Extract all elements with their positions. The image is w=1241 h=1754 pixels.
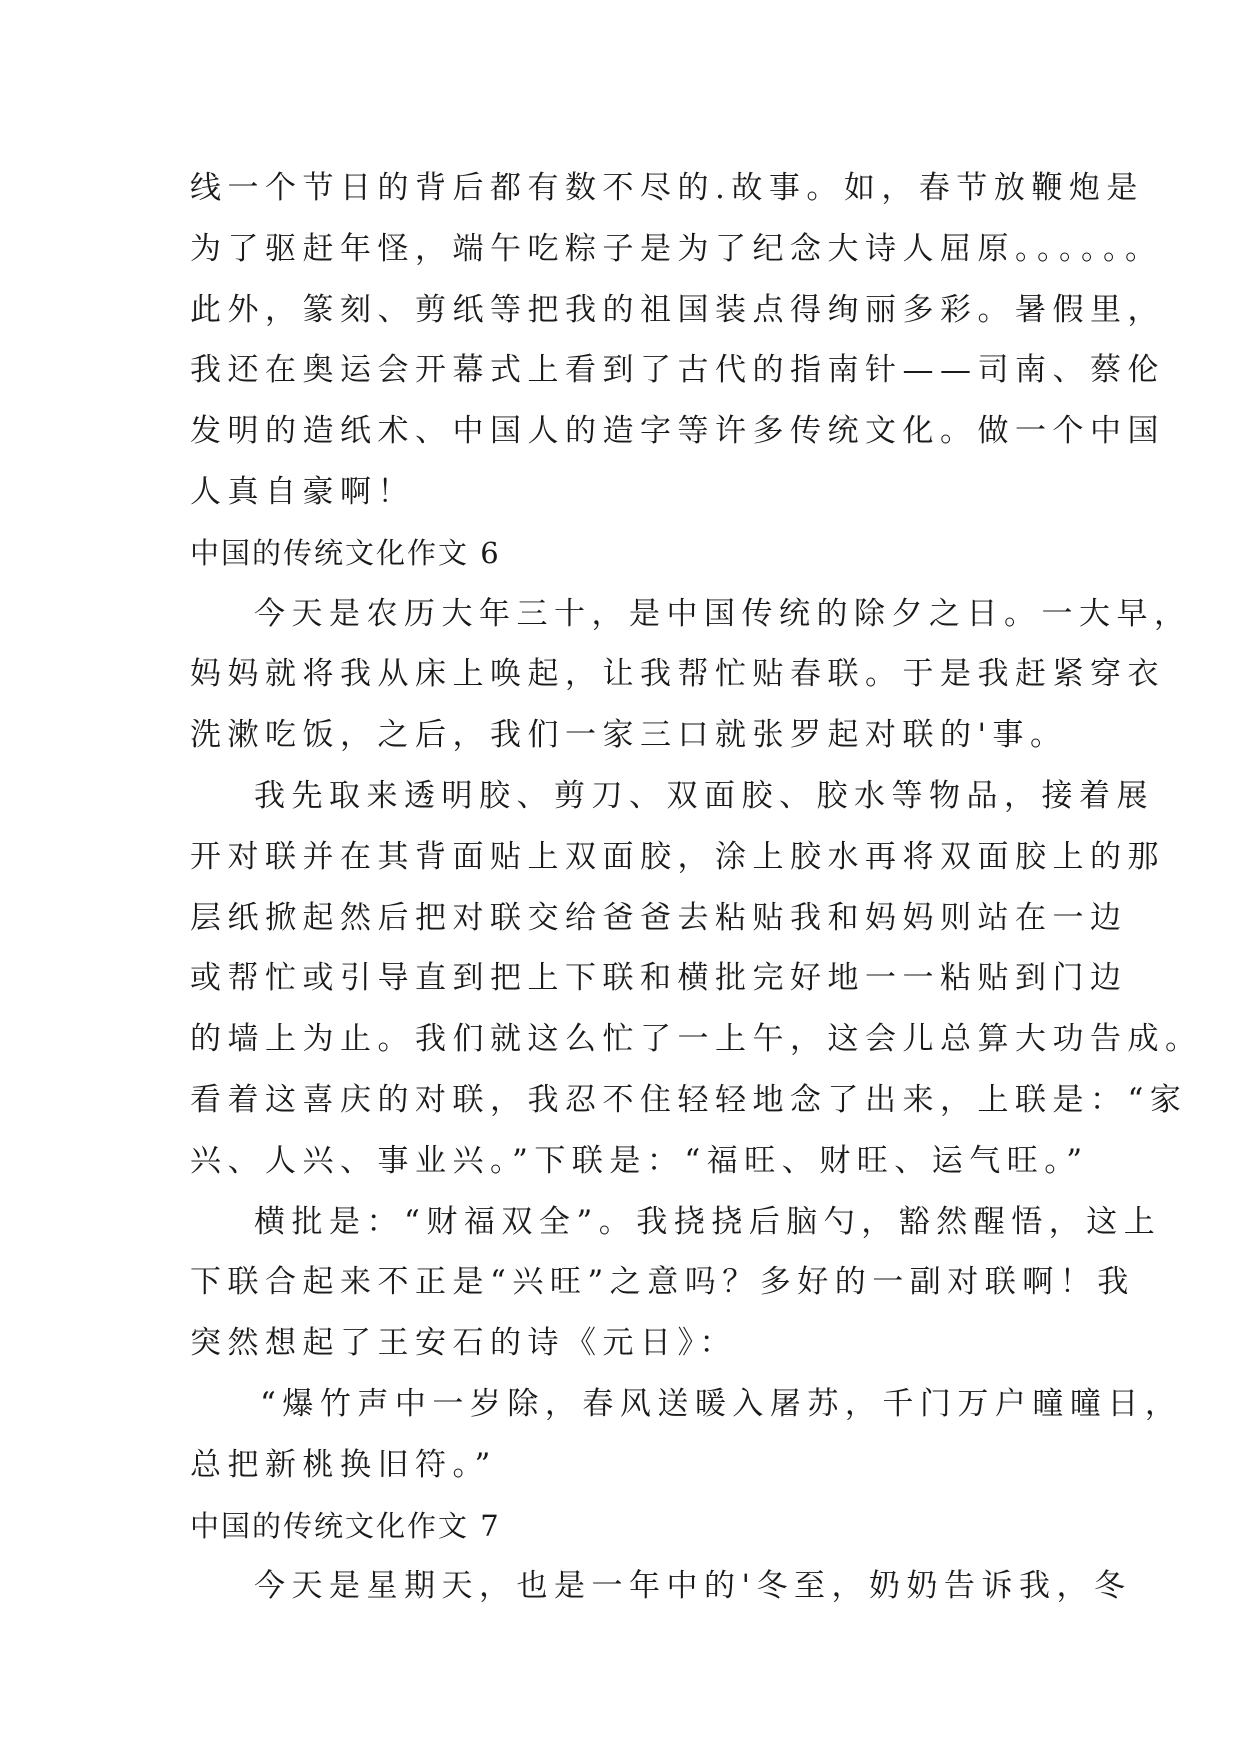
paragraph-line: 洗漱吃饭，之后，我们一家三口就张罗起对联的'事。 (190, 717, 1068, 754)
document-page (190, 158, 1203, 1617)
paragraph-line: 今天是农历大年三十，是中国传统的除夕之日。一大早， (254, 595, 1192, 632)
paragraph-line: 突然想起了王安石的诗《元日》： (190, 1325, 737, 1362)
paragraph-line: 我还在奥运会开幕式上看到了古代的指南针——司南、蔡伦 (190, 352, 1165, 389)
paragraph-line: 线一个节日的背后都有数不尽的.故事。如，春节放鞭炮是 (190, 170, 1144, 206)
poem-line: 总把新桃换旧符。” (190, 1446, 497, 1483)
paragraph-line: 层纸掀起然后把对联交给爸爸去粘贴我和妈妈则站在一边 (190, 899, 1128, 936)
paragraph-line: 此外，篆刻、剪纸等把我的祖国装点得绚丽多彩。暑假里， (190, 291, 1165, 328)
paragraph-line: 妈妈就将我从床上唤起，让我帮忙贴春联。于是我赶紧穿衣 (190, 656, 1165, 693)
paragraph-line: 兴、人兴、事业兴。”下联是：“福旺、财旺、运气旺。” (190, 1142, 1089, 1179)
paragraph-line: 下联合起来不正是“兴旺”之意吗？多好的一副对联啊！我 (190, 1264, 1135, 1301)
paragraph-line: 发明的造纸术、中国人的造字等许多传统文化。做一个中国 (190, 413, 1165, 450)
paragraph-line: 我先取来透明胶、剪刀、双面胶、胶水等物品，接着展 (254, 777, 1154, 814)
paragraph-line: 或帮忙或引导直到把上下联和横批完好地一一粘贴到门边 (190, 960, 1128, 997)
paragraph-line: 开对联并在其背面贴上双面胶，涂上胶水再将双面胶上的那 (190, 838, 1165, 875)
paragraph-line: 为了驱赶年怪，端午吃粽子是为了纪念大诗人屈原。。。。。。 (190, 230, 1163, 267)
paragraph-line: 的墙上为止。我们就这么忙了一上午，这会儿总算大功告成。 (190, 1021, 1203, 1058)
poem-line: “爆竹声中一岁除，春风送暖入屠苏，千门万户曈曈日， (260, 1385, 1183, 1422)
paragraph-line: 人真自豪啊！ (190, 473, 415, 510)
paragraph-line: 看着这喜庆的对联，我忍不住轻轻地念了出来，上联是：“家 (190, 1081, 1188, 1118)
paragraph-line: 今天是星期天，也是一年中的'冬至，奶奶告诉我，冬 (254, 1568, 1132, 1605)
paragraph-line: 横批是：“财福双全”。我挠挠后脑勺，豁然醒悟，这上 (254, 1203, 1162, 1240)
section-heading: 中国的传统文化作文 6 (190, 535, 501, 570)
section-heading: 中国的传统文化作文 7 (190, 1508, 501, 1543)
